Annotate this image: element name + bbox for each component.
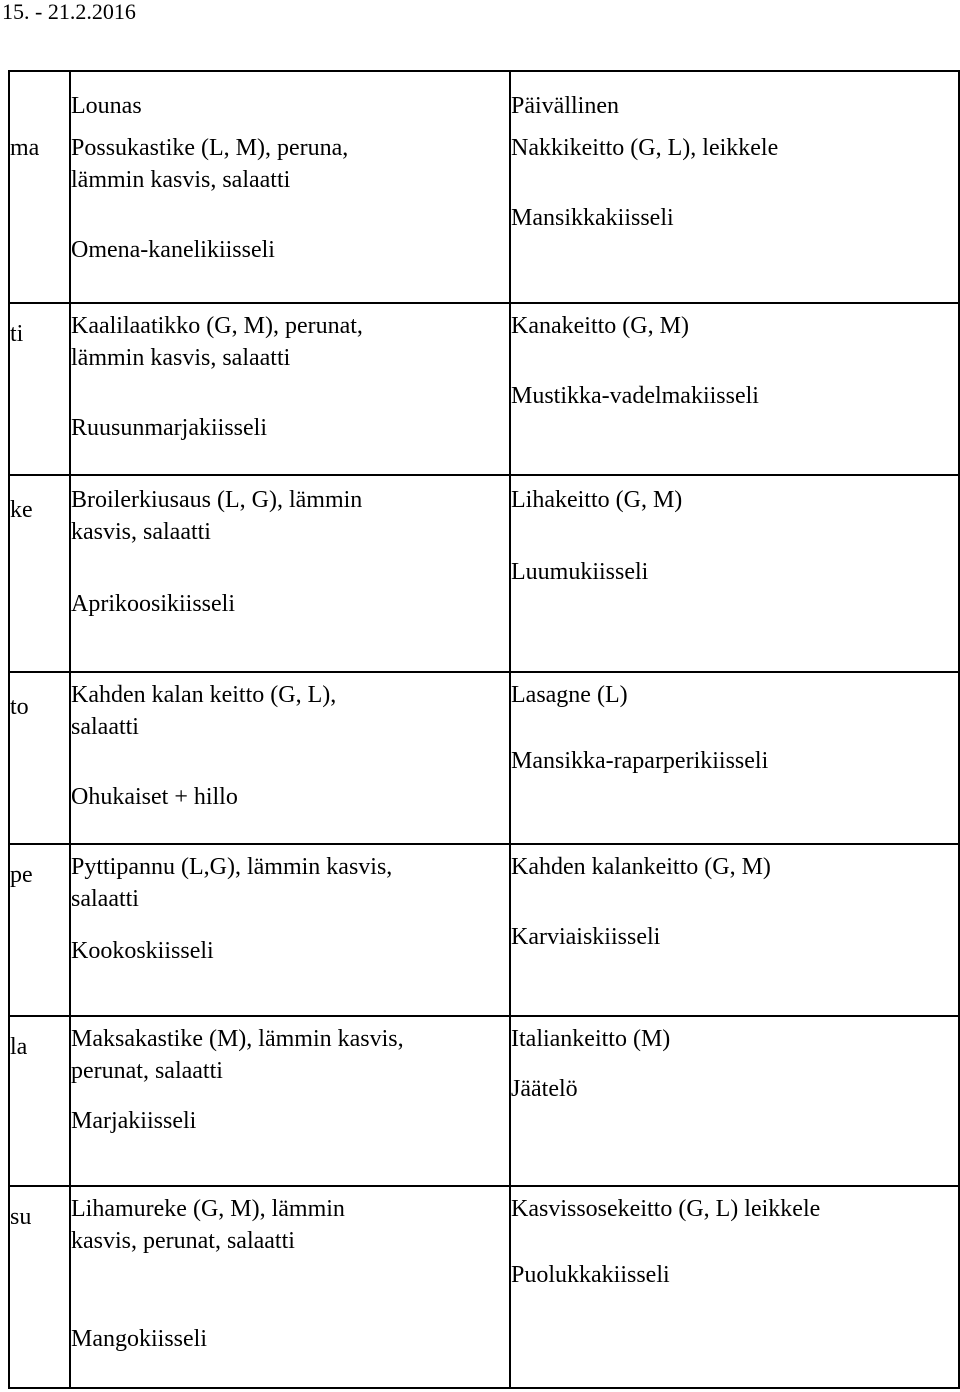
lunch-line: Lihamureke (G, M), lämmin xyxy=(71,1196,345,1222)
day-cell-su xyxy=(9,1186,70,1388)
lunch-dessert: Ohukaiset + hillo xyxy=(71,784,238,810)
day-cell-ti xyxy=(9,303,70,475)
dinner-cell-ma xyxy=(510,71,959,303)
lunch-line: perunat, salaatti xyxy=(71,1058,223,1084)
day-label: to xyxy=(10,694,29,720)
lunch-line: Maksakastike (M), lämmin kasvis, xyxy=(71,1026,404,1052)
table-row-pe xyxy=(9,844,959,1016)
lunch-cell-su xyxy=(70,1186,510,1388)
lunch-header: Lounas xyxy=(71,93,142,119)
dinner-cell-pe xyxy=(510,844,959,1016)
day-label: ma xyxy=(10,135,40,161)
lunch-dessert: Ruusunmarjakiisseli xyxy=(71,415,267,441)
table-row-ma xyxy=(9,71,959,303)
dinner-cell-su xyxy=(510,1186,959,1388)
lunch-cell-to xyxy=(70,672,510,844)
dinner-line: Nakkikeitto (G, L), leikkele xyxy=(511,135,779,161)
lunch-dessert: Mangokiisseli xyxy=(71,1326,207,1352)
lunch-line: kasvis, perunat, salaatti xyxy=(71,1228,295,1254)
table-row-to xyxy=(9,672,959,844)
table-row-ti xyxy=(9,303,959,475)
lunch-line: Kaalilaatikko (G, M), perunat, xyxy=(71,313,363,339)
lunch-line: salaatti xyxy=(71,714,139,740)
dinner-header: Päivällinen xyxy=(511,93,619,119)
dinner-line: Lasagne (L) xyxy=(511,682,628,708)
table-row-su xyxy=(9,1186,959,1388)
lunch-cell-ke xyxy=(70,475,510,672)
lunch-line: salaatti xyxy=(71,886,139,912)
lunch-dessert: Omena-kanelikiisseli xyxy=(71,237,275,263)
day-label: ti xyxy=(10,321,24,347)
day-cell-la xyxy=(9,1016,70,1186)
table-row-ke xyxy=(9,475,959,672)
dinner-cell-ti xyxy=(510,303,959,475)
lunch-line: Broilerkiusaus (L, G), lämmin xyxy=(71,487,363,513)
lunch-cell-pe xyxy=(70,844,510,1016)
table-row-la xyxy=(9,1016,959,1186)
date-range: 15. - 21.2.2016 xyxy=(2,0,136,24)
lunch-line: Possukastike (L, M), peruna, xyxy=(71,135,349,161)
dinner-dessert: Mustikka-vadelmakiisseli xyxy=(511,383,759,409)
weekly-menu-table xyxy=(8,70,960,1389)
dinner-dessert: Karviaiskiisseli xyxy=(511,924,661,950)
lunch-dessert: Marjakiisseli xyxy=(71,1108,197,1134)
dinner-line: Kanakeitto (G, M) xyxy=(511,313,689,339)
day-label: ke xyxy=(10,497,33,523)
lunch-line: kasvis, salaatti xyxy=(71,519,211,545)
dinner-line: Lihakeitto (G, M) xyxy=(511,487,683,513)
lunch-line: Pyttipannu (L,G), lämmin kasvis, xyxy=(71,854,393,880)
dinner-dessert: Mansikka-raparperikiisseli xyxy=(511,748,769,774)
lunch-dessert: Kookoskiisseli xyxy=(71,938,214,964)
lunch-line: Kahden kalan keitto (G, L), xyxy=(71,682,337,708)
day-cell-pe xyxy=(9,844,70,1016)
day-label: pe xyxy=(10,862,33,888)
dinner-cell-la xyxy=(510,1016,959,1186)
day-cell-ma xyxy=(9,71,70,303)
dinner-dessert: Puolukkakiisseli xyxy=(511,1262,670,1288)
dinner-cell-ke xyxy=(510,475,959,672)
lunch-line: lämmin kasvis, salaatti xyxy=(71,345,291,371)
day-cell-to xyxy=(9,672,70,844)
lunch-line: lämmin kasvis, salaatti xyxy=(71,167,291,193)
dinner-dessert: Luumukiisseli xyxy=(511,559,649,585)
day-cell-ke xyxy=(9,475,70,672)
lunch-cell-la xyxy=(70,1016,510,1186)
lunch-dessert: Aprikoosikiisseli xyxy=(71,591,236,617)
lunch-cell-ti xyxy=(70,303,510,475)
lunch-cell-ma xyxy=(70,71,510,303)
dinner-line: Italiankeitto (M) xyxy=(511,1026,671,1052)
day-label: la xyxy=(10,1034,28,1060)
dinner-line: Kahden kalankeitto (G, M) xyxy=(511,854,771,880)
dinner-dessert: Mansikkakiisseli xyxy=(511,205,674,231)
day-label: su xyxy=(10,1204,32,1230)
dinner-line: Kasvissosekeitto (G, L) leikkele xyxy=(511,1196,821,1222)
dinner-cell-to xyxy=(510,672,959,844)
dinner-dessert: Jäätelö xyxy=(511,1076,578,1102)
